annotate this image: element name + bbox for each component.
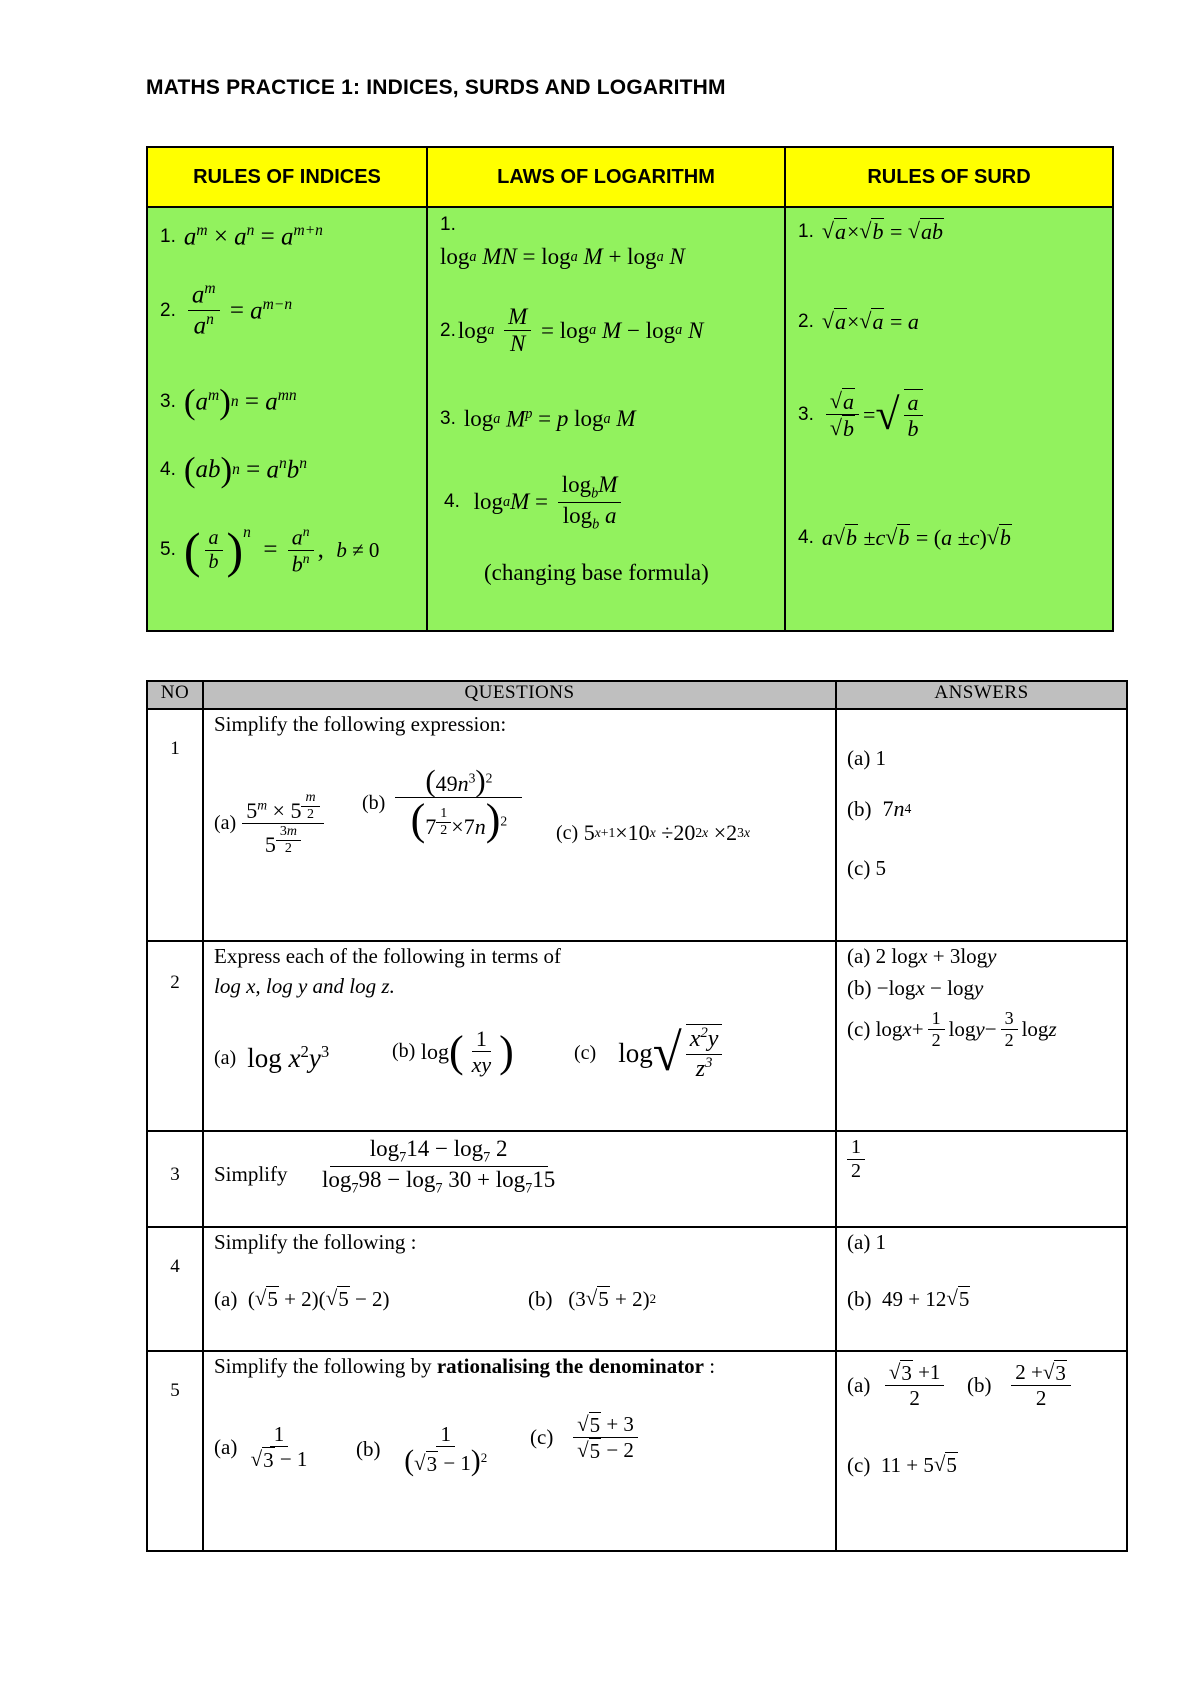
surd-rule-2: 2. √ a × √ a = a bbox=[798, 308, 919, 334]
log-rule-1: log a MN = log a M + log a N bbox=[440, 244, 685, 269]
table-row bbox=[147, 941, 1127, 1131]
header-rules-of-indices: RULES OF INDICES bbox=[147, 147, 427, 207]
question-number: 2 bbox=[170, 972, 180, 993]
header-answers: ANSWERS bbox=[836, 681, 1127, 709]
question-1c: (c) 5 x+1 ×10 x ÷20 2x ×2 3x bbox=[556, 820, 750, 845]
question-2c: (c) log √ $\frac{x^2y}{z^3}$ bbox=[574, 1024, 726, 1083]
answer-3: $\frac{1}{2}$ bbox=[847, 1136, 865, 1183]
question-2b: (b) log ( $\frac{1}{xy}$ ) bbox=[392, 1026, 514, 1078]
question-4a: (a) ( √ 5 + 2)( √ 5 − 2) bbox=[214, 1286, 390, 1311]
header-no: NO bbox=[147, 681, 203, 709]
logarithm-cell bbox=[427, 207, 785, 631]
answer-5b: (b) 2 + √ 3 2 bbox=[967, 1360, 1075, 1410]
table-row bbox=[147, 1351, 1127, 1551]
question-number: 1 bbox=[170, 738, 180, 759]
question-text: Simplify the following expression: bbox=[214, 712, 507, 736]
answer-5a: (a) √ 3 +1 2 bbox=[847, 1360, 948, 1410]
question-number: 3 bbox=[170, 1164, 180, 1185]
answer-2c: (c) log x + $\frac{1}{2}$ log y − $\frac{3}{2}$ log z bbox=[847, 1008, 1057, 1050]
log-rule-1-number: 1. bbox=[440, 214, 456, 235]
index-rule-2: 2. $\frac{a^m}{a^n}$ = $a^{m-n}$ bbox=[160, 280, 293, 340]
answer-4b: (b) 49 + 12 √ 5 bbox=[847, 1286, 970, 1311]
question-number: 5 bbox=[170, 1380, 180, 1401]
surd-cell bbox=[785, 207, 1113, 631]
question-number: 4 bbox=[170, 1256, 180, 1277]
index-rule-1: 1. $a^m$ × $a^n$ = $a^{m+n}$ bbox=[160, 222, 323, 251]
question-1b: (b) $(49n^3)^2$ (7 $^{\frac{1}{2}}$ ×7n)$^2$ bbox=[362, 766, 526, 842]
rules-table bbox=[146, 146, 1114, 632]
surd-rule-4: 4. a √ b ± c √ b = ( a ± c ) √ b bbox=[798, 524, 1011, 550]
question-5b: (b) 1 ( √ 3 − 1)$^2$ bbox=[356, 1422, 488, 1478]
question-text: Express each of the following in terms of bbox=[214, 944, 561, 968]
page-title: MATHS PRACTICE 1: INDICES, SURDS AND LOGARITHM bbox=[146, 76, 726, 99]
indices-cell bbox=[147, 207, 427, 631]
question-3-expression: $\frac{\log_714 - \log_7 2}{\log_798 - \log_7 30 + \log_715}$ bbox=[322, 1136, 556, 1197]
answer-1b: (b) 7 n 4 bbox=[847, 796, 912, 821]
table-row bbox=[147, 709, 1127, 941]
index-rule-5: 5. ( $\frac{a}{b}$ ) $^n$ = $\frac{a^n}{b^n}$ , b ≠ 0 bbox=[160, 522, 380, 579]
question-2a: (a) $\log x^2y^3$ bbox=[214, 1042, 330, 1073]
log-rule-2: 2. log a $\frac{M}{N}$ = log a M − log a N bbox=[440, 304, 704, 357]
answer-2b: (b) −log x − log y bbox=[847, 976, 984, 1000]
surd-rule-1: 1. √ a × √ b = √ ab bbox=[798, 218, 943, 244]
changing-base-note: (changing base formula) bbox=[484, 560, 709, 585]
index-rule-3: 3. ( $a^m$ ) n = $a^{mn}$ bbox=[160, 382, 297, 421]
answer-5c: (c) 11 + 5 √ 5 bbox=[847, 1452, 957, 1477]
question-1a: (a) $5^m \times 5$ $^{\frac{m}{2}}$ 5 $^{\frac{3m}{2}}$ bbox=[214, 790, 328, 858]
surd-rule-3: 3. √ a √ b = √ $\frac{a}{b}$ bbox=[798, 388, 927, 442]
table-row bbox=[147, 1131, 1127, 1227]
answer-1c: (c) 5 bbox=[847, 856, 887, 880]
question-text-variables: log x, log y and log z. bbox=[214, 974, 395, 998]
question-5c: (c) √ 5 + 3 √ 5 − 2 bbox=[530, 1412, 642, 1463]
question-text: Simplify bbox=[214, 1162, 288, 1186]
questions-table bbox=[146, 680, 1128, 1552]
log-rule-4: 4. log a M = $\frac{\log_bM}{\log_b a}$ bbox=[444, 472, 625, 533]
question-text: Simplify the following : bbox=[214, 1230, 417, 1254]
header-questions: QUESTIONS bbox=[203, 681, 836, 709]
answer-1a: (a) 1 bbox=[847, 746, 887, 770]
answer-4a: (a) 1 bbox=[847, 1230, 887, 1254]
answer-2a: (a) 2 log x + 3log y bbox=[847, 944, 997, 968]
question-text-bold: rationalising the denominator bbox=[436, 1354, 705, 1378]
index-rule-4: 4. ( ab ) n = $a^nb^n$ bbox=[160, 450, 308, 489]
header-laws-of-logarithm: LAWS OF LOGARITHM bbox=[427, 147, 785, 207]
log-rule-3: 3. log a $M^p$ = p log a M bbox=[440, 406, 636, 432]
question-4b: (b) (3 √ 5 + 2) 2 bbox=[528, 1286, 657, 1311]
header-rules-of-surd: RULES OF SURD bbox=[785, 147, 1113, 207]
question-text: Simplify the following by rationalising the denominator : bbox=[214, 1354, 716, 1378]
question-5a: (a) 1 √ 3 − 1 bbox=[214, 1422, 308, 1473]
table-row bbox=[147, 1227, 1127, 1351]
